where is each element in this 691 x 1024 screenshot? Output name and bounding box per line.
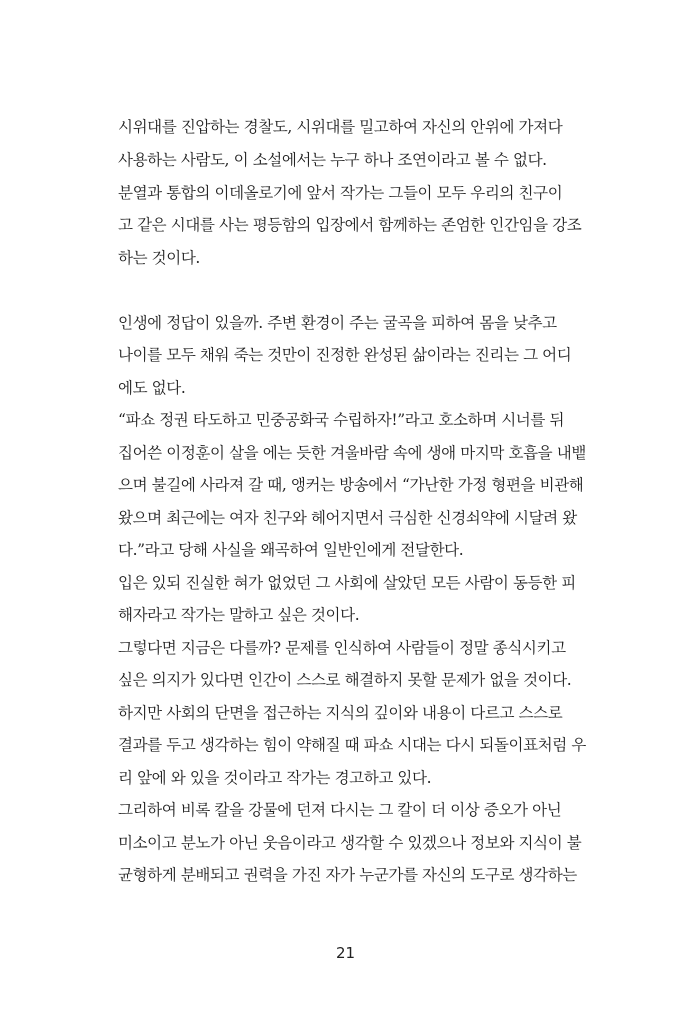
text-line: 고 같은 시대를 사는 평등함의 입장에서 함께하는 존엄한 인간임을 강조: [118, 216, 582, 234]
text-line: 집어쓴 이정훈이 살을 에는 듯한 겨울바람 속에 생애 마지막 호흡을 내뱉: [118, 444, 586, 462]
page-number: 21: [335, 944, 356, 962]
text-line: 시위대를 진압하는 경찰도, 시위대를 밀고하여 자신의 안위에 가져다: [118, 118, 563, 136]
text-line: 해자라고 작가는 말하고 싶은 것이다.: [118, 606, 360, 624]
text-line: 균형하게 분배되고 권력을 가진 자가 누군가를 자신의 도구로 생각하는: [118, 866, 577, 884]
text-line: 사용하는 사람도, 이 소설에서는 누구 하나 조연이라고 볼 수 없다.: [118, 151, 547, 169]
text-line: 하지만 사회의 단면을 접근하는 지식의 깊이와 내용이 다르고 스스로: [118, 704, 563, 722]
text-line: 인생에 정답이 있을까. 주변 환경이 주는 굴곡을 피하여 몸을 낮추고: [118, 314, 557, 332]
text-line: 미소이고 분노가 아닌 웃음이라고 생각할 수 있겠으나 정보와 지식이 불: [118, 834, 582, 852]
text-line: 다.”라고 당해 사실을 왜곡하여 일반인에게 전달한다.: [118, 541, 464, 559]
text-line: 왔으며 최근에는 여자 친구와 헤어지면서 극심한 신경쇠약에 시달려 왔: [118, 509, 577, 527]
text-line: 하는 것이다.: [118, 249, 200, 267]
text-line: 입은 있되 진실한 혀가 없었던 그 사회에 살았던 모든 사람이 동등한 피: [118, 574, 576, 592]
text-line: 그리하여 비록 칼을 강물에 던져 다시는 그 칼이 더 이상 증오가 아닌: [118, 801, 562, 819]
text-line: 리 앞에 와 있을 것이라고 작가는 경고하고 있다.: [118, 769, 432, 787]
text-line: 분열과 통합의 이데올로기에 앞서 작가는 그들이 모두 우리의 친구이: [118, 184, 563, 202]
text-line: 나이를 모두 채워 죽는 것만이 진정한 완성된 삶이라는 진리는 그 어디: [118, 346, 572, 364]
text-line: “파쇼 정권 타도하고 민중공화국 수립하자!”라고 호소하며 시너를 뒤: [118, 411, 565, 429]
text-line: 으며 불길에 사라져 갈 때, 앵커는 방송에서 “가난한 가정 형편을 비관해: [118, 476, 584, 494]
text-line: 그렇다면 지금은 다를까? 문제를 인식하여 사람들이 정말 종식시키고: [118, 639, 566, 657]
text-line: 결과를 두고 생각하는 힘이 약해질 때 파쇼 시대는 다시 되돌이표처럼 우: [118, 736, 586, 754]
text-line: 에도 없다.: [118, 379, 186, 397]
text-line: 싶은 의지가 있다면 인간이 스스로 해결하지 못할 문제가 없을 것이다.: [118, 671, 572, 689]
